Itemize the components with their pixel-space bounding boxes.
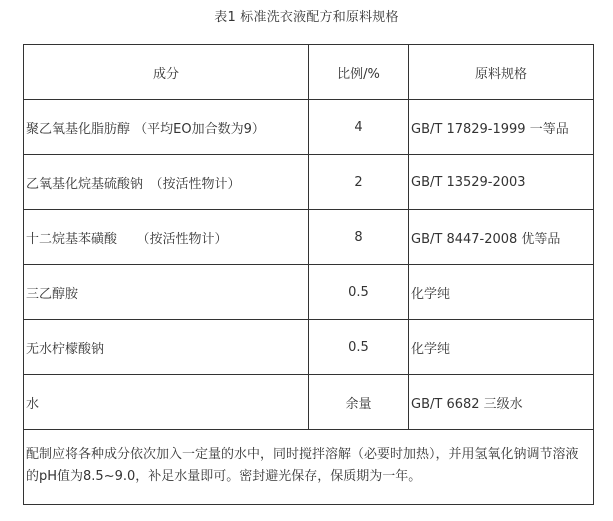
table-note-row	[24, 430, 594, 505]
cell-component: 聚乙氧基化脂肪醇 （平均EO加合数为9）	[24, 100, 309, 155]
cell-ratio: 0.5	[309, 265, 409, 320]
header-spec: 原料规格	[409, 45, 594, 100]
cell-ratio: 余量	[309, 375, 409, 430]
formula-table	[23, 44, 594, 505]
cell-component: 乙氧基化烷基硫酸钠 （按活性物计）	[24, 155, 309, 210]
cell-spec: GB/T 6682 三级水	[409, 375, 594, 430]
table-row	[24, 100, 594, 155]
cell-component: 三乙醇胺	[24, 265, 309, 320]
header-ratio: 比例/%	[309, 45, 409, 100]
table-row	[24, 265, 594, 320]
cell-ratio: 8	[309, 210, 409, 265]
table-row	[24, 155, 594, 210]
cell-component: 十二烷基苯磺酸 （按活性物计）	[24, 210, 309, 265]
cell-component: 无水柠檬酸钠	[24, 320, 309, 375]
table-row	[24, 210, 594, 265]
cell-ratio: 0.5	[309, 320, 409, 375]
cell-component: 水	[24, 375, 309, 430]
table-note: 配制应将各种成分依次加入一定量的水中，同时搅拌溶解（必要时加热），并用氢氧化钠调节溶液的pH值为8.5~9.0，补足水量即可。密封避光保存，保质期为一年。	[24, 430, 594, 505]
cell-spec: GB/T 13529-2003	[409, 155, 594, 210]
table-header-row	[24, 45, 594, 100]
cell-spec: 化学纯	[409, 265, 594, 320]
cell-ratio: 2	[309, 155, 409, 210]
table-row	[24, 320, 594, 375]
header-component: 成分	[24, 45, 309, 100]
cell-spec: GB/T 17829-1999 一等品	[409, 100, 594, 155]
cell-spec: 化学纯	[409, 320, 594, 375]
cell-spec: GB/T 8447-2008 优等品	[409, 210, 594, 265]
table-row	[24, 375, 594, 430]
table-caption: 表1 标准洗衣液配方和原料规格	[214, 10, 399, 25]
cell-ratio: 4	[309, 100, 409, 155]
